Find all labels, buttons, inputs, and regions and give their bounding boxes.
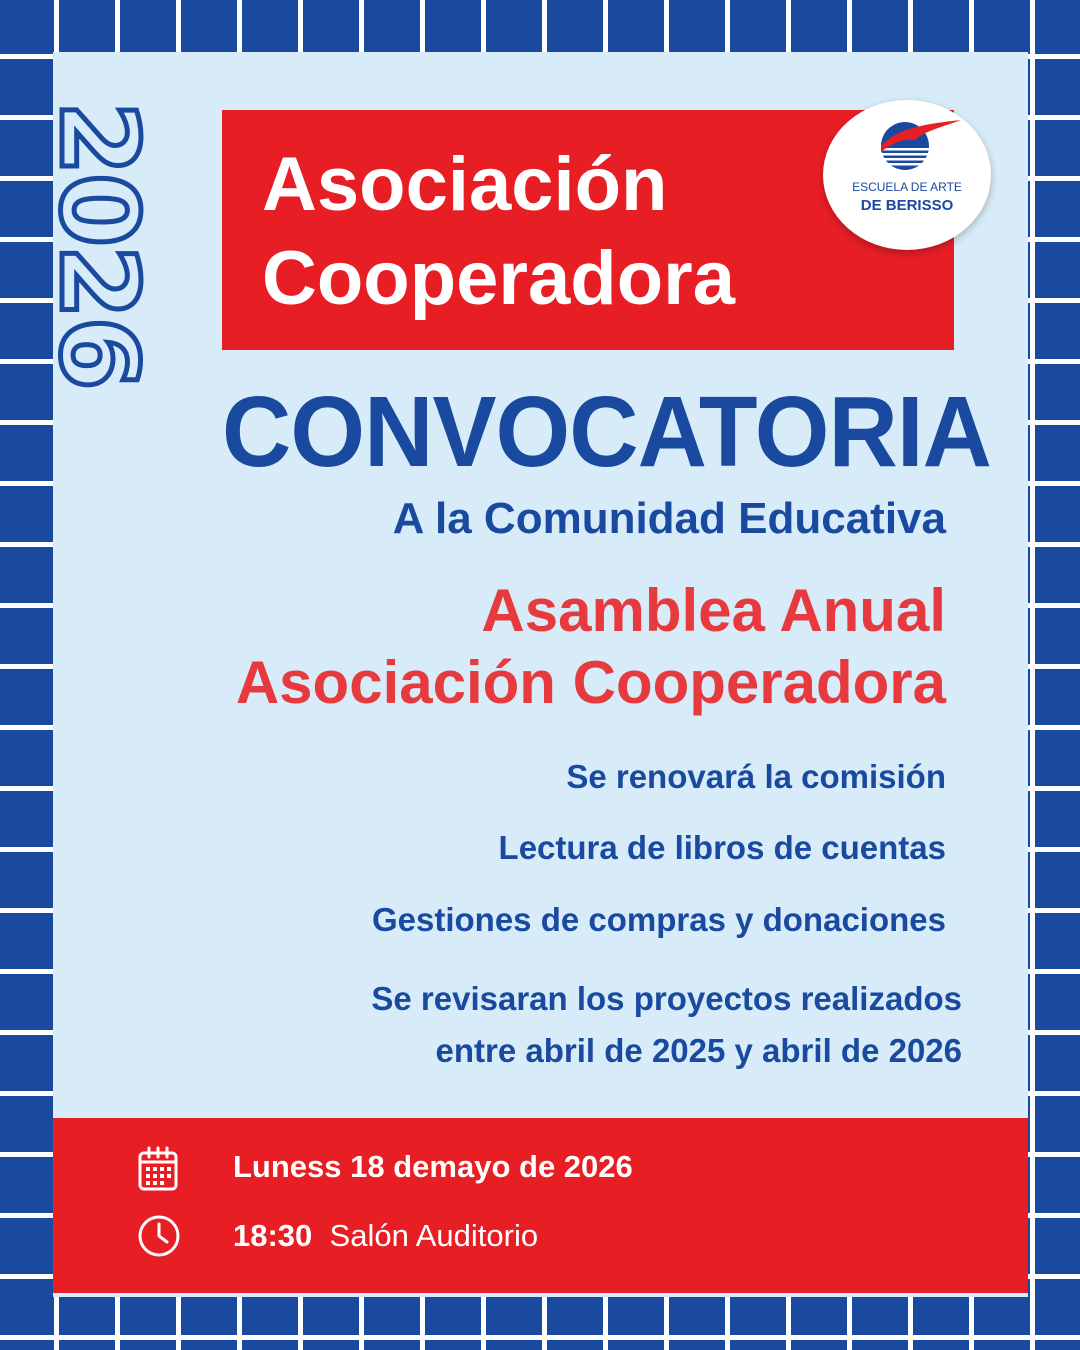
logo-swoosh-icon [863,116,963,172]
projects-line-1: Se revisaran los proyectos realizados [371,980,962,1017]
year-vertical: 2026 [37,101,160,389]
event-time-place [233,1217,538,1255]
event-place: Salón Auditorio [329,1218,539,1253]
calendar-icon [137,1146,179,1192]
agenda-item-2: Lectura de libros de cuentas [498,829,946,866]
event-title-line-1: Asamblea Anual [481,577,946,644]
headline: CONVOCATORIA [222,376,991,488]
projects-line-2: entre abril de 2025 y abril de 2026 [435,1032,962,1069]
event-date-text: Luness 18 demayo de 2026 [233,1149,633,1184]
subheadline: A la Comunidad Educativa [392,494,946,543]
clock-icon [137,1214,181,1258]
event-title-line-2: Asociación Cooperadora [235,649,946,716]
title-line-2: Cooperadora [262,236,735,321]
logo-text-line-1: ESCUELA DE ARTE [852,180,962,194]
agenda-item-1: Se renovará la comisión [566,758,946,795]
event-time: 18:30 [233,1218,313,1253]
agenda-item-3: Gestiones de compras y donaciones [371,901,946,938]
title-line-1: Asociación [262,142,668,227]
details-footer [53,1118,1028,1293]
school-logo [823,100,991,250]
event-date [233,1148,633,1186]
logo-text-line-2: DE BERISSO [860,197,954,214]
